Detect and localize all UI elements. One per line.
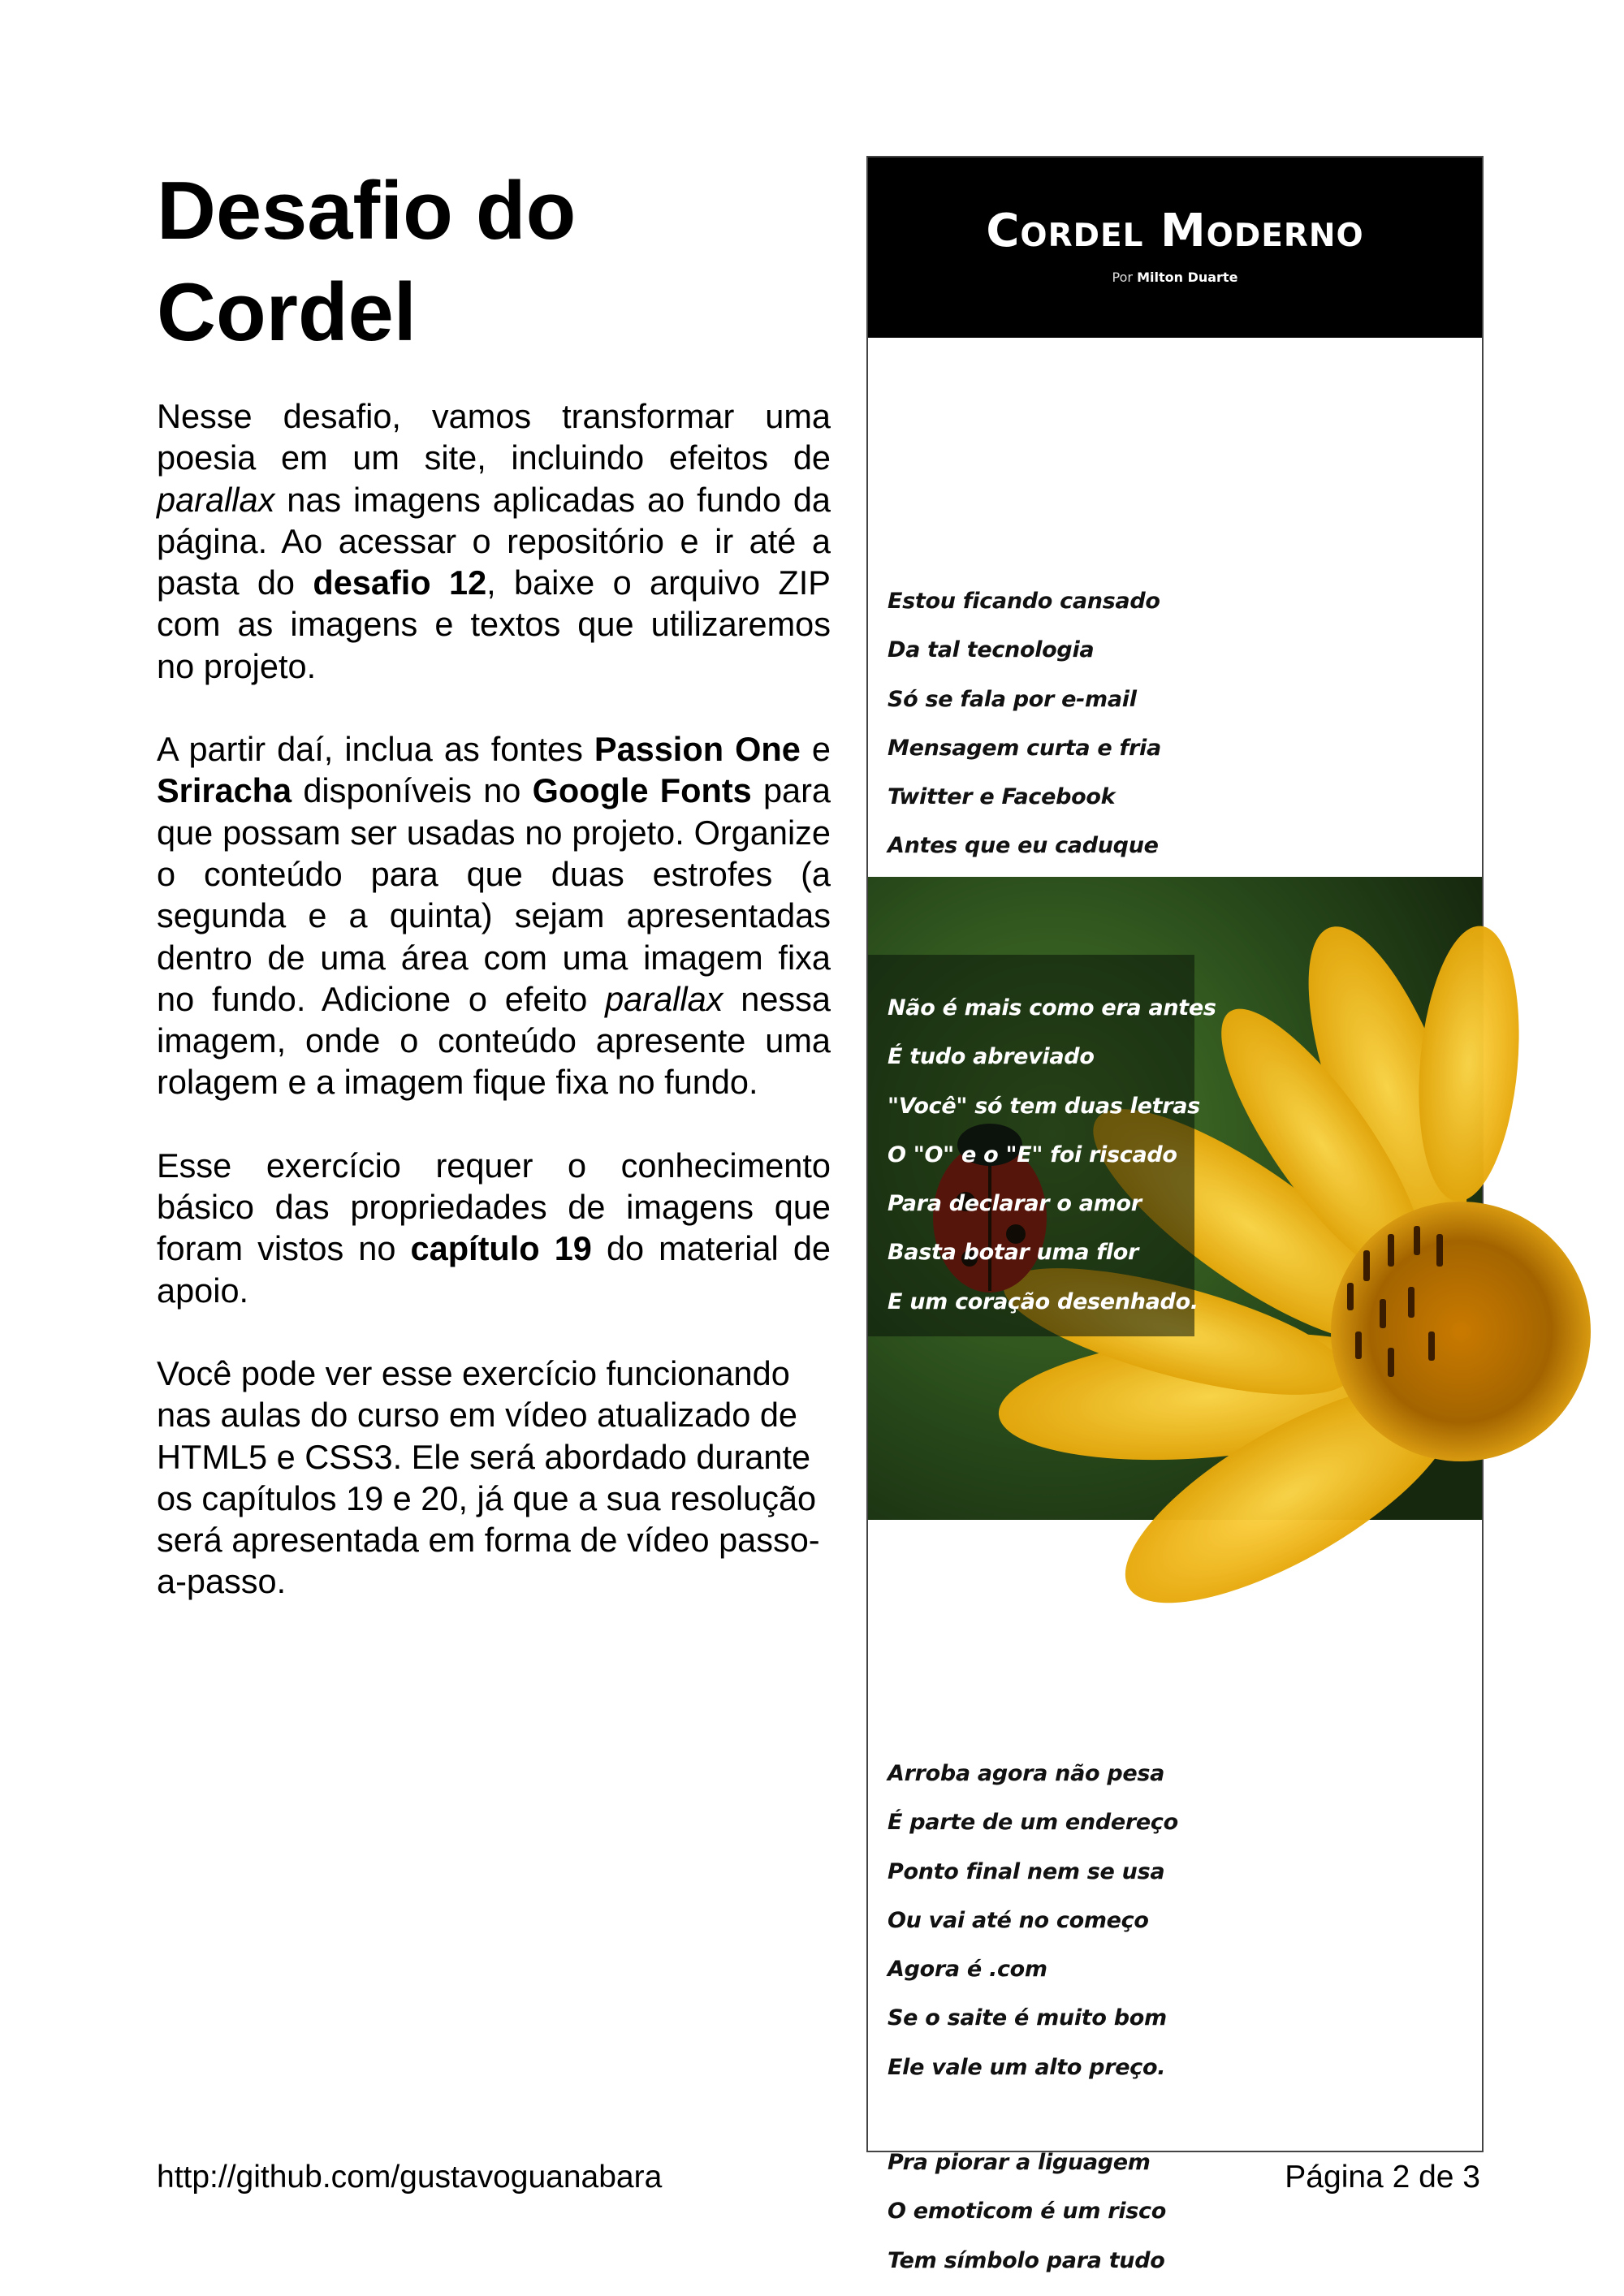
verse-line: Se o saite é muito bom — [888, 2005, 1167, 2031]
verse-line: "Você" só tem duas letras — [888, 1093, 1200, 1119]
verse-line: Agora é .com — [888, 1957, 1047, 1983]
verse-line: Pra piorar a liguagem — [888, 2150, 1151, 2175]
stanza-overlay — [868, 955, 1216, 1336]
verse-line: Tem símbolo para tudo — [888, 2247, 1165, 2273]
verse-line: Antes que eu caduque — [888, 833, 1159, 859]
verse-line: Basta botar uma flor — [888, 1240, 1138, 1266]
verse-line: É parte de um endereço — [888, 1810, 1178, 1836]
verse-line: Arroba agora não pesa — [888, 1761, 1165, 1786]
verse-line: Da tal tecnologia — [888, 637, 1095, 663]
verse-line: O emoticom é um risco — [888, 2199, 1166, 2225]
verse-line: O "O" e o "E" foi riscado — [888, 1142, 1177, 1167]
title-line-2: Cordel — [157, 267, 417, 358]
verse-line: Ele vale um alto preço. — [888, 2054, 1166, 2080]
parallax-section — [868, 877, 1482, 1520]
body-text — [157, 395, 831, 1644]
footer-url: http://github.com/gustavoguanabara — [157, 2160, 663, 2195]
paragraph-3: Esse exercício requer o conhecimento básico das propriedades de imagens que foram vistos no capítulo 19 do material de apoio. — [157, 1146, 831, 1310]
stanza-3 — [888, 1750, 1178, 2092]
verse-line: Para declarar o amor — [888, 1191, 1142, 1217]
title-line-1: Desafio do — [157, 166, 577, 257]
paragraph-4: Você pode ver esse exercício funcionando nas aulas do curso em vídeo atualizado de HTML5 e CSS3. Ele será abordado durante os capítulos 19 e 20, já que a sua resolução será apresentada em forma de vídeo passo-a-passo. — [157, 1353, 820, 1601]
verse-line: E um coração desenhado. — [888, 1288, 1199, 1314]
paragraph-1: Nesse desafio, vamos transformar uma poesia em um site, incluindo efeitos de parallax nas imagens aplicadas ao fundo da página. Ao acessar o repositório e ir até a pasta do desafio 12, baixe o arquivo ZIP com as imagens e textos que utilizaremos no projeto. — [157, 397, 831, 685]
verse-line: Ou vai até no começo — [888, 1907, 1149, 1933]
site-brand: Cordel Moderno — [986, 205, 1364, 257]
verse-line: Só se fala por e-mail — [888, 686, 1137, 712]
verse-line: É tudo abreviado — [888, 1044, 1095, 1070]
site-byline: Por Milton Duarte — [1112, 270, 1238, 285]
verse-line: Twitter e Facebook — [888, 784, 1116, 810]
verse-line: Não é mais como era antes — [888, 995, 1216, 1021]
verse-line: Estou ficando cansado — [888, 589, 1160, 614]
page-number: Página 2 de 3 — [1285, 2160, 1480, 2195]
page-title — [157, 161, 855, 364]
stanza-2 — [888, 984, 1216, 1327]
verse-line: Ponto final nem se usa — [888, 1858, 1165, 1884]
site-header — [868, 158, 1482, 338]
stanza-1 — [888, 577, 1203, 920]
stanza-4 — [888, 2138, 1166, 2285]
paragraph-2: A partir daí, inclua as fontes Passion One e Sriracha disponíveis no Google Fonts para que possam ser usadas no projeto. Organize o conteúdo para que duas estrofes (a segunda e a quinta) sejam apresentadas dentro de uma área com uma imagem fixa no fundo. Adicione o efeito parallax nessa imagem, onde o conteúdo apresente uma rolagem e a imagem fique fixa no fundo. — [157, 730, 831, 1102]
verse-line: Mensagem curta e fria — [888, 735, 1161, 761]
